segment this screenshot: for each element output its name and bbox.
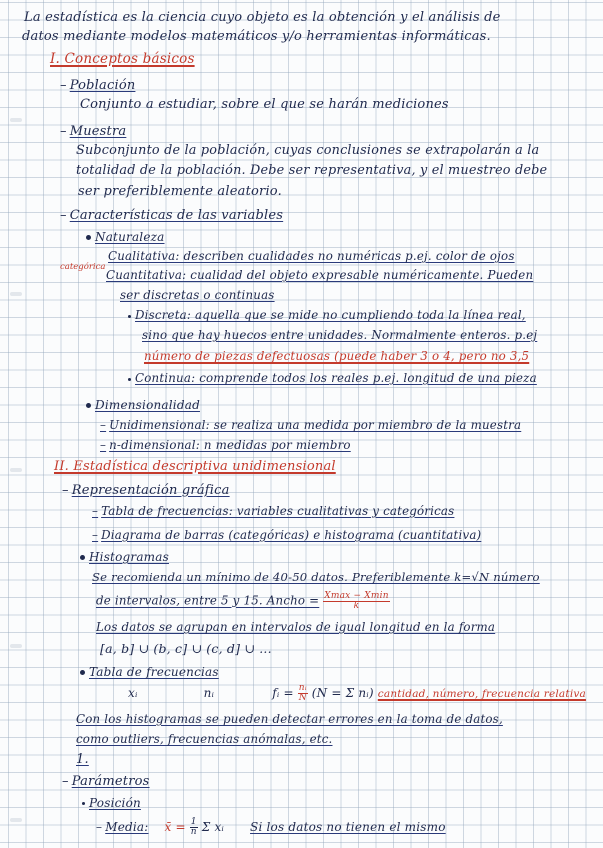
media-line: [96, 818, 446, 837]
dash-bullet: –: [60, 208, 67, 223]
discreta-line-1: [128, 308, 526, 322]
ancho-numerator: Xmax − Xmin: [324, 591, 389, 601]
binder-hole: [10, 644, 22, 648]
histogramas-label: Histogramas: [89, 550, 169, 564]
tabla-frec-heading: [80, 665, 219, 679]
muestra-label: Muestra: [69, 124, 127, 139]
dot-bullet: [128, 315, 131, 318]
fi-numerator: nᵢ: [298, 683, 307, 693]
binder-hole: [10, 818, 22, 822]
dash-bullet: –: [100, 418, 107, 432]
fi-label: fᵢ =: [272, 686, 294, 700]
fi-denominator: N: [298, 693, 307, 703]
dash-bullet: –: [100, 438, 107, 452]
frecuencia-note: cantidad, número, frecuencia relativa: [377, 688, 586, 700]
fi-fraction: [298, 684, 308, 703]
continua-text: Continua: comprende todos los reales p.ej. longitud de una pieza: [135, 371, 537, 385]
intro-line-1: La estadística es la ciencia cuyo objeto es la obtención y el análisis de: [24, 10, 501, 25]
parametros-heading: [62, 774, 150, 789]
ndimensional-text: n-dimensional: n medidas por miembro: [109, 438, 351, 452]
dot-bullet: [86, 235, 91, 240]
item-one: 1.: [76, 752, 89, 767]
dash-bullet: –: [62, 483, 69, 498]
representacion-label: Representación gráfica: [71, 483, 230, 498]
ni-column: nᵢ: [203, 686, 215, 700]
section-2-title: II. Estadística descriptiva unidimensional: [54, 459, 336, 474]
histogramas-line-2: [96, 592, 390, 611]
categorica-margin-note: categórica: [60, 262, 106, 272]
media-label: Media:: [105, 820, 149, 834]
histogramas-line-4: [a, b] ∪ (b, c] ∪ (c, d] ∪ ...: [100, 641, 272, 656]
xi-column: xᵢ: [128, 686, 138, 700]
binder-hole: [10, 292, 22, 296]
parametros-label: Parámetros: [71, 774, 150, 789]
diagrama-line: [92, 528, 481, 542]
binder-hole: [10, 118, 22, 122]
caracteristicas-heading: [60, 208, 283, 223]
tabla-frec-columns: [128, 684, 586, 703]
tabla-text: Tabla de frecuencias: variables cualitativas y categóricas: [101, 504, 455, 518]
section-1-title: I. Conceptos básicos: [50, 51, 195, 67]
poblacion-heading: [60, 78, 135, 93]
dash-bullet: –: [62, 774, 69, 789]
posicion-label: Posición: [89, 796, 141, 810]
cuantitativa-line-2: ser discretas o continuas: [120, 288, 275, 302]
posicion-heading: [82, 796, 141, 810]
dot-bullet: [82, 802, 85, 805]
binder-hole: [10, 468, 22, 472]
muestra-line-1: Subconjunto de la población, cuyas conclusiones se extrapolarán a la: [76, 143, 540, 158]
ancho-denominator: k: [353, 601, 360, 611]
dash-bullet: –: [60, 124, 67, 139]
media-formula-right: Σ xᵢ: [201, 820, 225, 834]
media-numerator: 1: [190, 817, 197, 827]
muestra-line-2: totalidad de la población. Debe ser representativa, y el muestreo debe: [76, 163, 548, 178]
dimensionalidad-heading: [86, 398, 200, 412]
discreta-line-2: sino que hay huecos entre unidades. Normalmente enteros. p.ej: [142, 328, 538, 342]
media-text: Si los datos no tienen el mismo: [250, 820, 446, 834]
tabla-frecuencias-line: [92, 504, 454, 518]
diagrama-text: Diagrama de barras (categóricas) e histograma (cuantitativa): [101, 528, 482, 542]
dot-bullet: [80, 555, 85, 560]
histogramas-heading: [80, 550, 169, 564]
ndimensional-line: [100, 438, 351, 452]
n-definition: (N = Σ nᵢ): [311, 686, 374, 700]
dash-bullet: –: [96, 820, 103, 834]
unidimensional-text: Unidimensional: se realiza una medida por miembro de la muestra: [109, 418, 522, 432]
naturaleza-heading: [86, 230, 165, 244]
dash-bullet: –: [92, 528, 99, 542]
media-denominator: n: [190, 827, 197, 837]
dimensionalidad-label: Dimensionalidad: [95, 398, 200, 412]
muestra-line-3: ser preferiblemente aleatorio.: [78, 184, 282, 199]
unidimensional-line: [100, 418, 521, 432]
histogramas-line-2-text: de intervalos, entre 5 y 15. Ancho =: [96, 593, 320, 608]
ancho-fraction: [323, 592, 389, 611]
outliers-line-1: Con los histogramas se pueden detectar errores en la toma de datos,: [76, 712, 503, 726]
cuantitativa-line-1: Cuantitativa: cualidad del objeto expresable numéricamente. Pueden: [106, 268, 534, 282]
tabla-frec-label: Tabla de frecuencias: [89, 665, 219, 679]
representacion-heading: [62, 483, 230, 498]
media-formula-left: x̄ =: [164, 820, 186, 834]
muestra-heading: [60, 124, 126, 139]
cualitativa-line: Cualitativa: describen cualidades no numéricas p.ej. color de ojos: [108, 249, 515, 263]
dot-bullet: [128, 378, 131, 381]
dot-bullet: [86, 403, 91, 408]
naturaleza-label: Naturaleza: [95, 230, 165, 244]
discreta-text: Discreta: aquella que se mide no cumpliendo toda la línea real,: [135, 308, 526, 322]
dot-bullet: [80, 670, 85, 675]
intro-line-2: datos mediante modelos matemáticos y/o herramientas informáticas.: [22, 29, 491, 44]
outliers-line-2: como outliers, frecuencias anómalas, etc.: [76, 732, 333, 746]
poblacion-label: Población: [69, 78, 136, 93]
histogramas-line-1: Se recomienda un mínimo de 40-50 datos. Preferiblemente k=√N número: [92, 570, 540, 584]
histogramas-line-3: Los datos se agrupan en intervalos de igual longitud en la forma: [96, 620, 496, 634]
dash-bullet: –: [60, 78, 67, 93]
poblacion-text: Conjunto a estudiar, sobre el que se harán mediciones: [80, 97, 449, 112]
caracteristicas-label: Características de las variables: [69, 208, 284, 223]
media-fraction: [190, 818, 198, 837]
discreta-line-3: número de piezas defectuosas (puede haber 3 o 4, pero no 3,5: [144, 349, 530, 363]
continua-line: [128, 371, 537, 385]
dash-bullet: –: [92, 504, 99, 518]
